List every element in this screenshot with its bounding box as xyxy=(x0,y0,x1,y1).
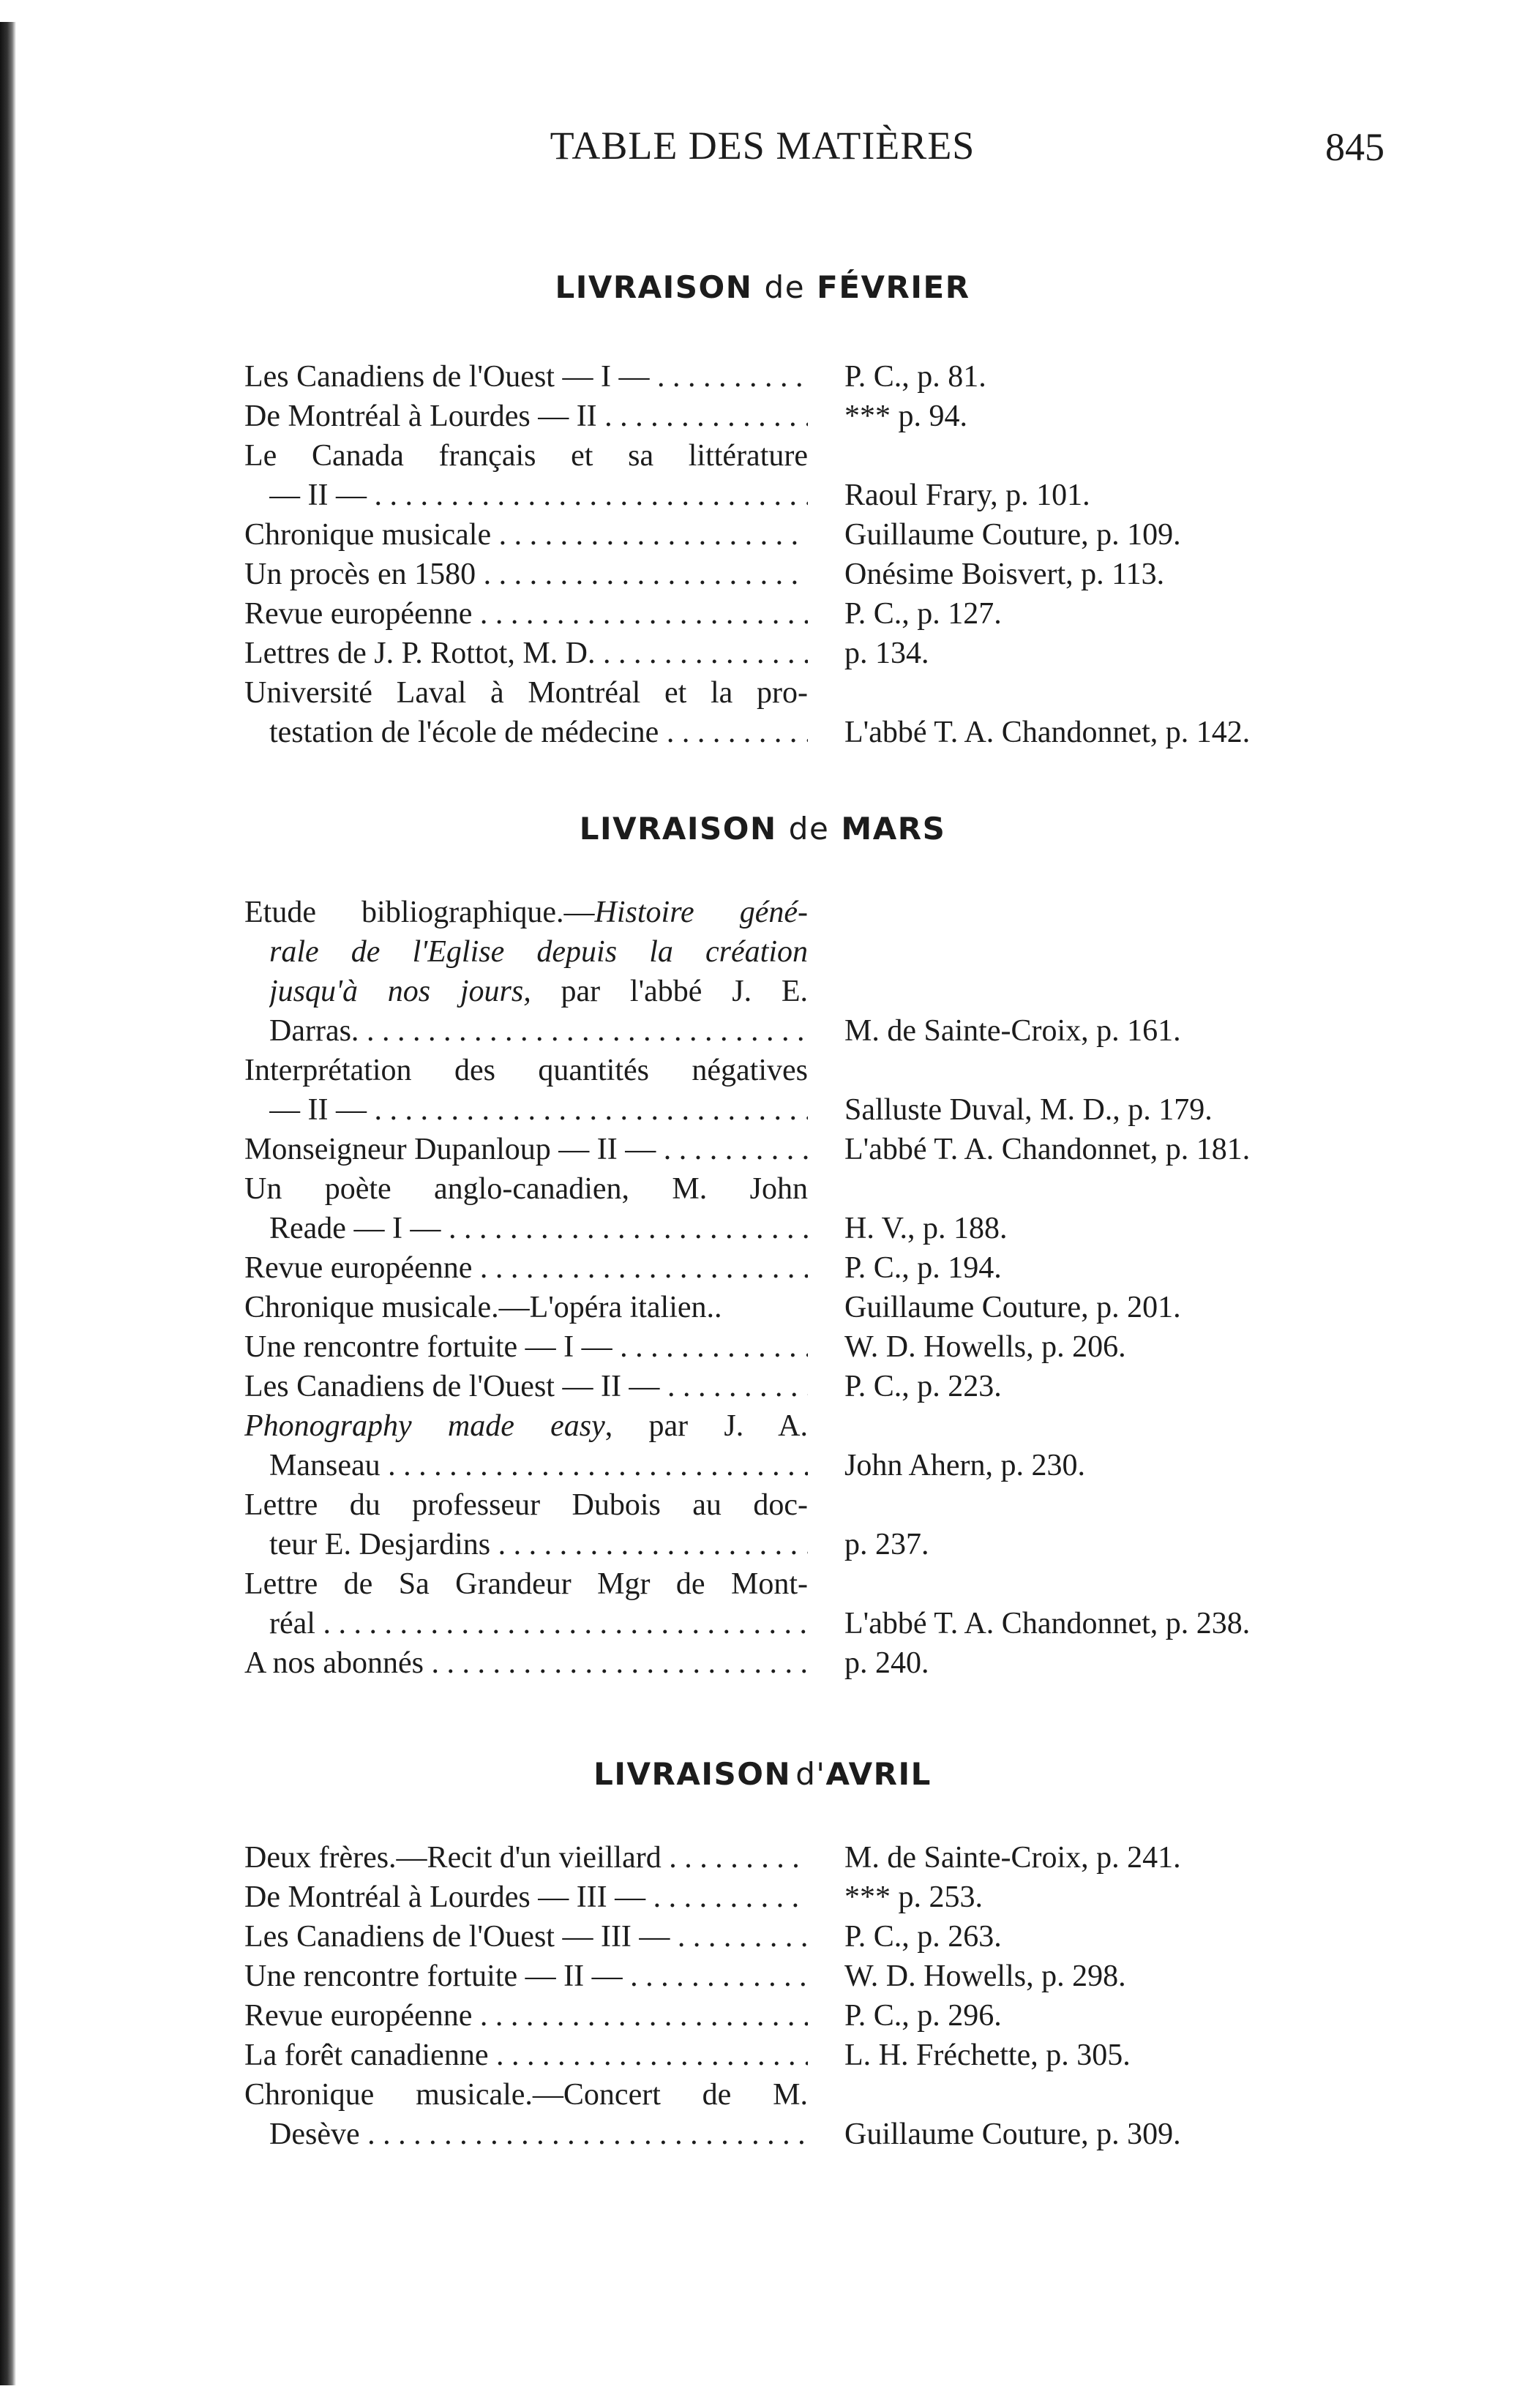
toc-entry[interactable]: Lettres de J. P. Rottot, M. D. . . . p. 134. xyxy=(244,634,1371,673)
toc-entry[interactable]: Lettre du professeur Dubois au doc- teur E. Desjardins . . . p. 237. xyxy=(244,1485,1371,1564)
running-title: TABLE DES MATIÈRES xyxy=(550,124,975,168)
toc-entry[interactable]: Lettre de Sa Grandeur Mgr de Mont- réal . . . L'abbé T. A. Chandonnet, p. 238. xyxy=(244,1564,1371,1643)
toc-entry[interactable]: La forêt canadienne . . . L. H. Fréchette, p. 305. xyxy=(244,2036,1371,2075)
toc-entry[interactable]: Etude bibliographique.—Histoire géné- rale de l'Eglise depuis la création jusqu'à nos jours, par l'abbé J. E. Darras. . . . M. de Sainte-Croix, p. 161. xyxy=(244,893,1371,1051)
toc-entry[interactable]: De Montréal à Lourdes — II . . . *** p. 94. xyxy=(244,397,1371,436)
toc-entry[interactable]: Interprétation des quantités négatives — II — . . . Salluste Duval, M. D., p. 179. xyxy=(244,1051,1371,1130)
page-binding-edge xyxy=(0,22,16,2385)
toc-entry[interactable]: Les Canadiens de l'Ouest — I — . . . P. C., p. 81. xyxy=(244,357,1371,397)
toc-entry[interactable]: De Montréal à Lourdes — III — . . . *** p. 253. xyxy=(244,1878,1371,1917)
toc-entry[interactable]: Une rencontre fortuite — II — . . . W. D. Howells, p. 298. xyxy=(244,1957,1371,1996)
toc-entry[interactable]: A nos abonnés . . . p. 240. xyxy=(244,1643,1371,1683)
toc-entry[interactable]: Revue européenne . . . P. C., p. 296. xyxy=(244,1996,1371,2036)
page-number: 845 xyxy=(1325,125,1385,169)
toc-entry[interactable]: Université Laval à Montréal et la pro- testation de l'école de médecine . . . L'abbé T. A. Chandonnet, p. 142. xyxy=(244,673,1371,752)
toc-entry[interactable]: Les Canadiens de l'Ouest — III — . . . P. C., p. 263. xyxy=(244,1917,1371,1957)
toc-entry[interactable]: Une rencontre fortuite — I — . . . W. D. Howells, p. 206. xyxy=(244,1327,1371,1367)
toc-entry[interactable]: Un procès en 1580 . . . Onésime Boisvert, p. 113. xyxy=(244,555,1371,594)
toc-entry[interactable]: Un poète anglo-canadien, M. John Reade — I — . . . H. V., p. 188. xyxy=(244,1169,1371,1248)
toc-entry[interactable]: Chronique musicale.—Concert de M. Desève . . . Guillaume Couture, p. 309. xyxy=(244,2075,1371,2154)
toc-entry[interactable]: Deux frères.—Recit d'un vieillard . . . M. de Sainte-Croix, p. 241. xyxy=(244,1838,1371,1878)
toc-entry[interactable]: Revue européenne . . . P. C., p. 194. xyxy=(244,1248,1371,1288)
section-title-fevrier: LIVRAISON de FÉVRIER xyxy=(555,269,970,305)
toc-entry[interactable]: Chronique musicale.—L'opéra italien.. Guillaume Couture, p. 201. xyxy=(244,1291,1181,1324)
toc-entry[interactable]: Chronique musicale . . . Guillaume Couture, p. 109. xyxy=(244,515,1371,555)
section-title-avril: LIVRAISON d'AVRIL xyxy=(593,1756,932,1792)
toc-entry[interactable]: Les Canadiens de l'Ouest — II — . . . P. C., p. 223. xyxy=(244,1367,1371,1406)
section-title-mars: LIVRAISON de MARS xyxy=(579,811,946,847)
toc-entry[interactable]: Monseigneur Dupanloup — II — . . . L'abbé T. A. Chandonnet, p. 181. xyxy=(244,1130,1371,1169)
toc-entry[interactable]: Revue européenne . . . P. C., p. 127. xyxy=(244,594,1371,634)
toc-entry[interactable]: Le Canada français et sa littérature — II — . . . Raoul Frary, p. 101. xyxy=(244,436,1371,515)
toc-entry[interactable]: Phonography made easy, par J. A. Manseau . . . John Ahern, p. 230. xyxy=(244,1406,1371,1485)
